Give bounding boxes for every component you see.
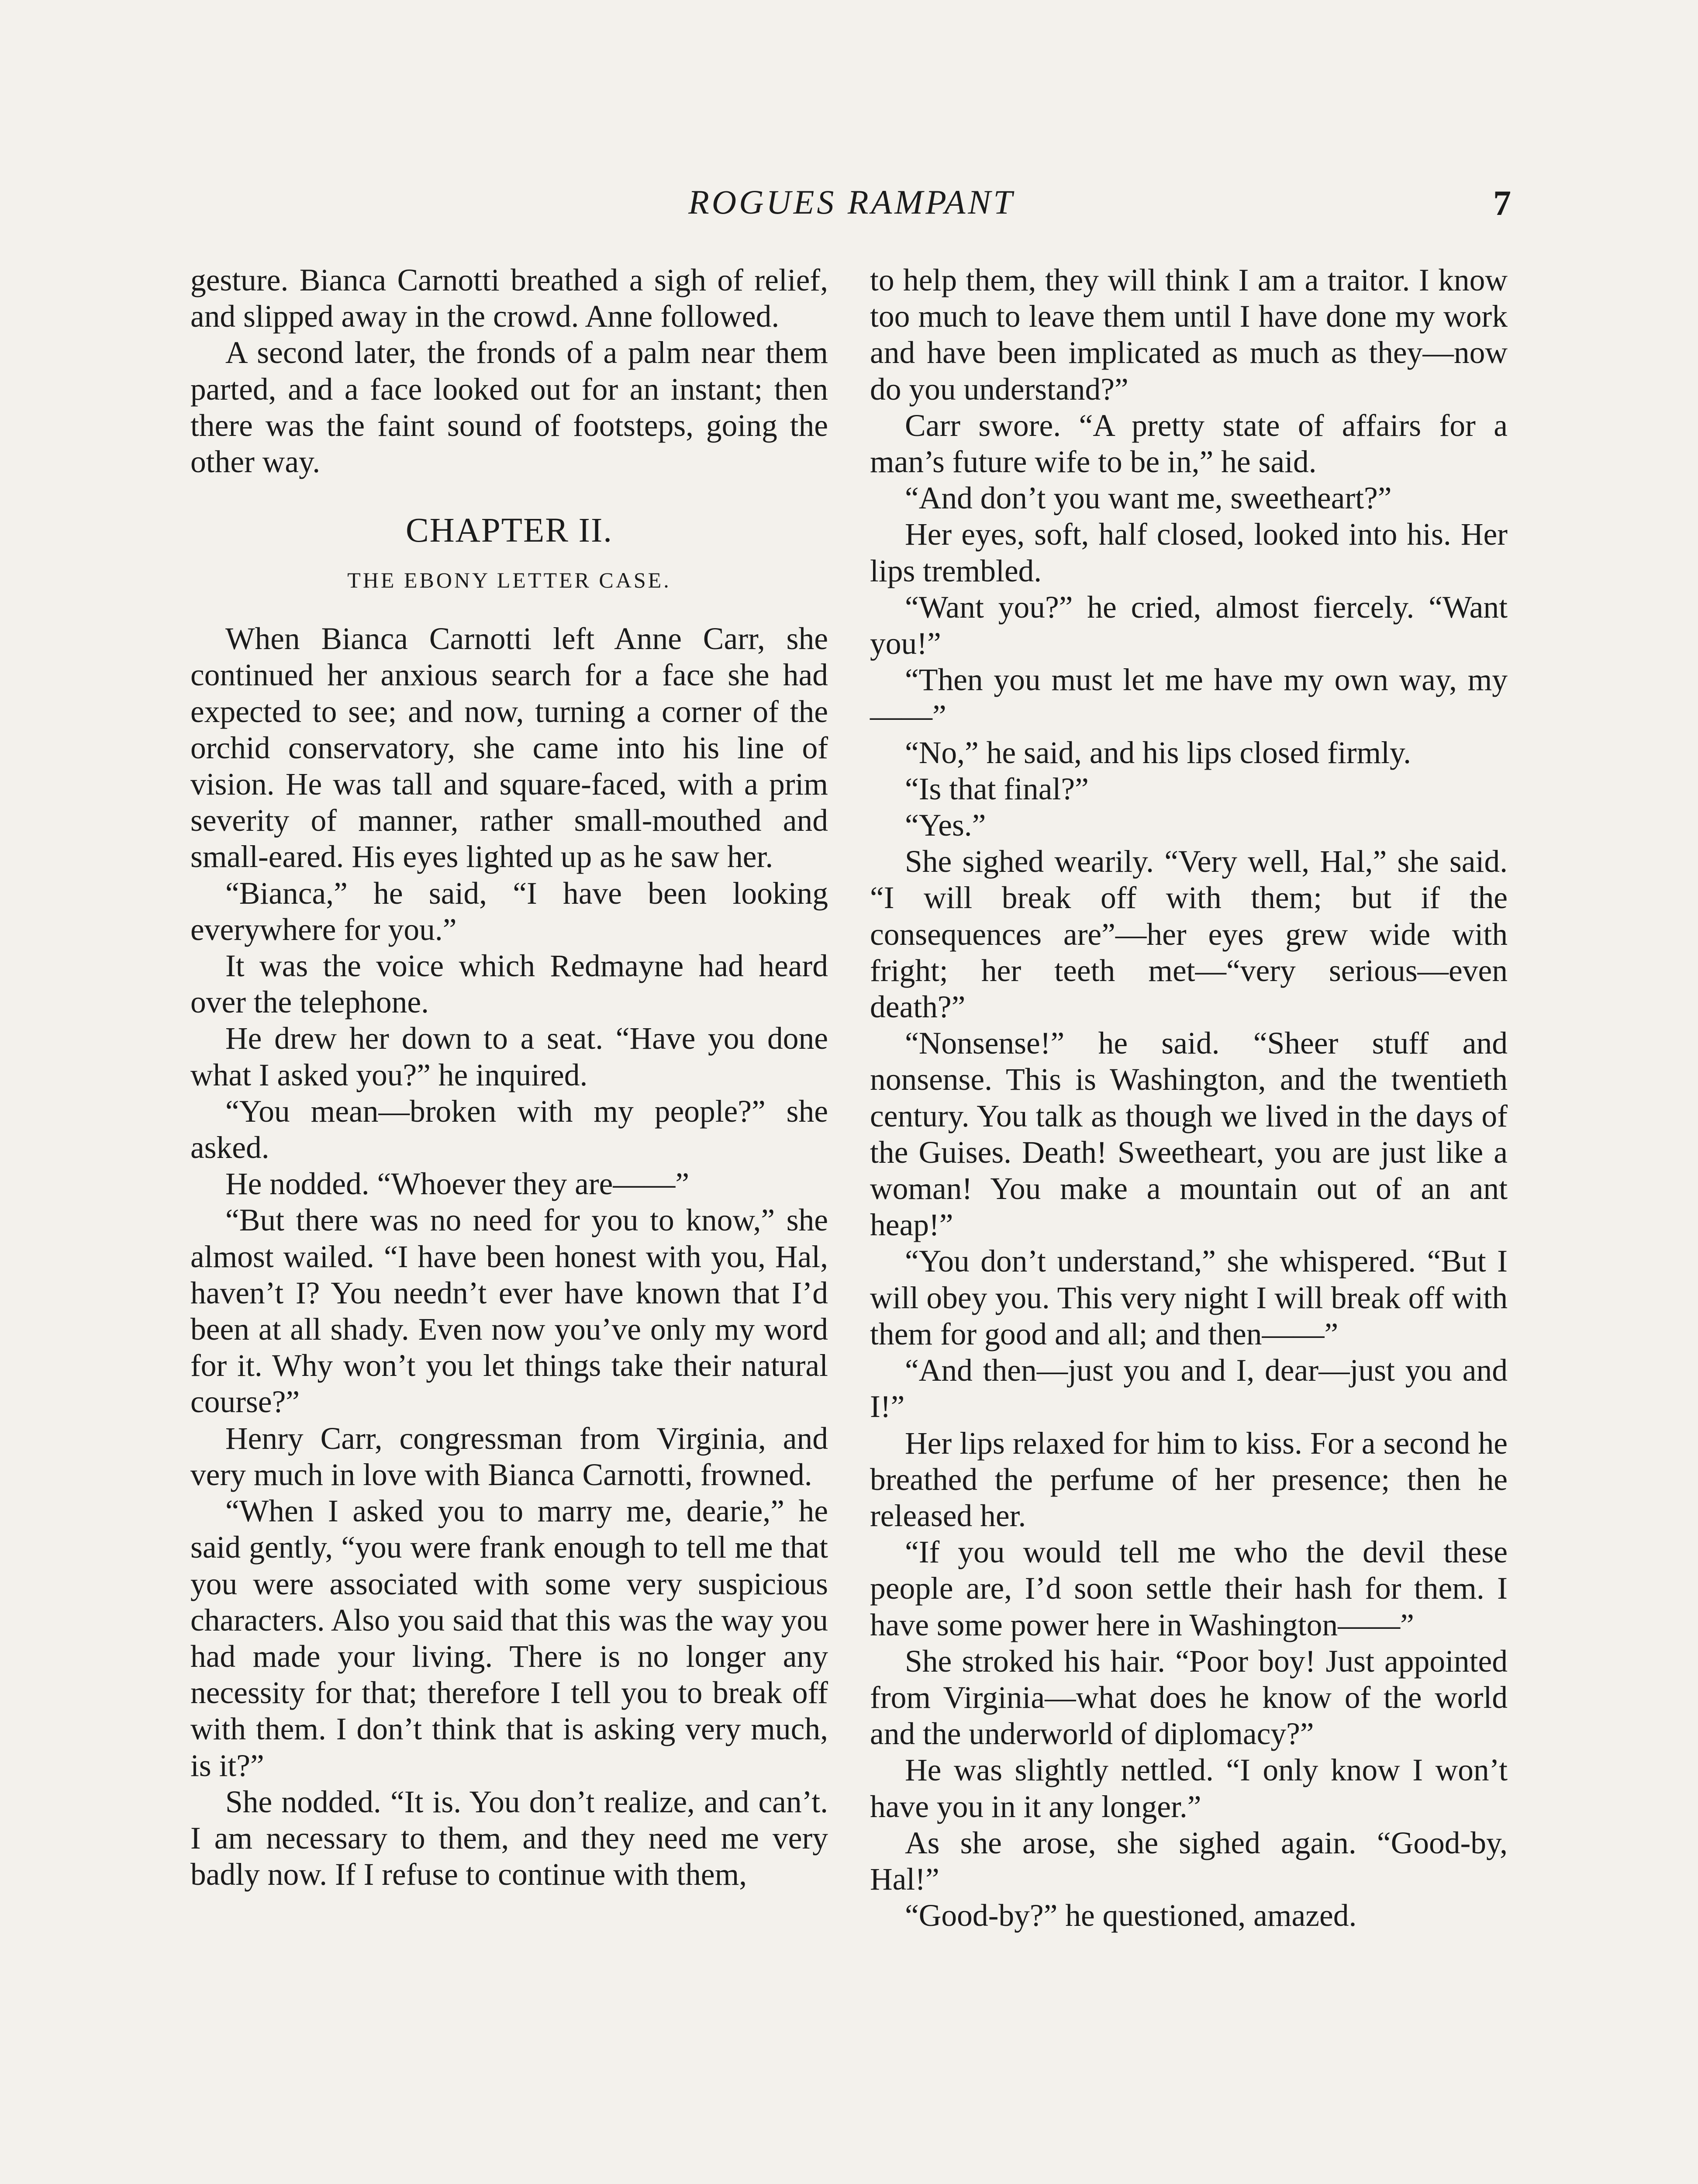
paragraph: “When I asked you to marry me, dearie,” he said gently, “you were frank enough to tell me that you were associated with some very suspicious characters. Also you said that this was the way you had made your living. There is no longer any necessity for that; therefore I tell you to break off with them. I don’t think that is asking very much, is it?” <box>190 1494 828 1783</box>
paragraph: Carr swore. “A pretty state of affairs for a man’s future wife to be in,” he said. <box>870 408 1508 480</box>
paragraph: Her eyes, soft, half closed, looked into his. Her lips trembled. <box>870 517 1508 588</box>
left-column <box>190 262 828 1893</box>
right-column <box>870 262 1508 1934</box>
paragraph: She stroked his hair. “Poor boy! Just appointed from Virginia—what does he know of the world and the underworld of diplomacy?” <box>870 1644 1508 1752</box>
paragraph: “Want you?” he cried, almost fiercely. “Want you!” <box>870 590 1508 661</box>
paragraph: He was slightly nettled. “I only know I won’t have you in it any longer.” <box>870 1753 1508 1824</box>
paragraph: She sighed wearily. “Very well, Hal,” she said. “I will break off with them; but if the consequences are”—her eyes grew wide with fright; her teeth met—“very serious—even death?” <box>870 844 1508 1025</box>
paragraph: Henry Carr, congressman from Virginia, and very much in love with Bianca Carnotti, frowned. <box>190 1421 828 1492</box>
paragraph: “And then—just you and I, dear—just you and I!” <box>870 1353 1508 1424</box>
paragraph: “Then you must let me have my own way, my——” <box>870 663 1508 734</box>
paragraph: When Bianca Carnotti left Anne Carr, she continued her anxious search for a face she had expected to see; and now, turning a corner of the orchid conservatory, she came into his line of vision. He was tall and square-faced, with a prim severity of manner, rather small-mouthed and small-eared. His eyes lighted up as he saw her. <box>190 622 828 874</box>
paragraph: “Bianca,” he said, “I have been looking everywhere for you.” <box>190 876 828 947</box>
paragraph: “You mean—broken with my people?” she asked. <box>190 1094 828 1165</box>
paragraph: “Nonsense!” he said. “Sheer stuff and nonsense. This is Washington, and the twentieth century. You talk as though we lived in the days of the Guises. Death! Sweetheart, you are just like a woman! You make a mountain out of an ant heap!” <box>870 1026 1508 1243</box>
paragraph: He nodded. “Whoever they are——” <box>225 1167 690 1202</box>
running-title: ROGUES RAMPANT <box>688 183 1015 221</box>
chapter-subtitle: THE EBONY LETTER CASE. <box>347 568 671 593</box>
paragraph: “But there was no need for you to know,” she almost wailed. “I have been honest with you, Hal, haven’t I? You needn’t ever have known that I’d been at all shady. Even now you’ve only my word for it. Why won’t you let things take their natural course?” <box>190 1203 828 1420</box>
page-number: 7 <box>1493 183 1511 223</box>
page-header <box>188 183 1515 235</box>
paragraph: A second later, the fronds of a palm near them parted, and a face looked out for an instant; then there was the faint sound of footsteps, going the other way. <box>190 335 828 480</box>
paragraph: He drew her down to a seat. “Have you done what I asked you?” he inquired. <box>190 1021 828 1092</box>
chapter-title: CHAPTER II. <box>405 511 613 550</box>
paragraph: “You don’t understand,” she whispered. “But I will obey you. This very night I will break off with them for good and all; and then——” <box>870 1244 1508 1351</box>
paragraph: “Yes.” <box>905 808 986 843</box>
paragraph: As she arose, she sighed again. “Good-by, Hal!” <box>870 1825 1508 1897</box>
paragraph: She nodded. “It is. You don’t realize, and can’t. I am necessary to them, and they need me very badly now. If I refuse to continue with them, <box>190 1784 828 1892</box>
paragraph: “Is that final?” <box>905 771 1089 806</box>
paragraph: to help them, they will think I am a traitor. I know too much to leave them until I have done my work and have been implicated as much as they—now do you understand?” <box>870 263 1508 407</box>
paragraph: Her lips relaxed for him to kiss. For a second he breathed the perfume of her presence; then he released her. <box>870 1426 1508 1533</box>
paragraph: “And don’t you want me, sweetheart?” <box>905 481 1392 516</box>
paragraph: “No,” he said, and his lips closed firmly. <box>905 735 1411 770</box>
paragraph: “Good-by?” he questioned, amazed. <box>905 1898 1357 1933</box>
paragraph: “If you would tell me who the devil these people are, I’d soon settle their hash for them. I have some power here in Washington——” <box>870 1535 1508 1642</box>
paragraph: It was the voice which Redmayne had heard over the telephone. <box>190 949 828 1020</box>
paragraph: gesture. Bianca Carnotti breathed a sigh of relief, and slipped away in the crowd. Anne followed. <box>190 263 828 334</box>
